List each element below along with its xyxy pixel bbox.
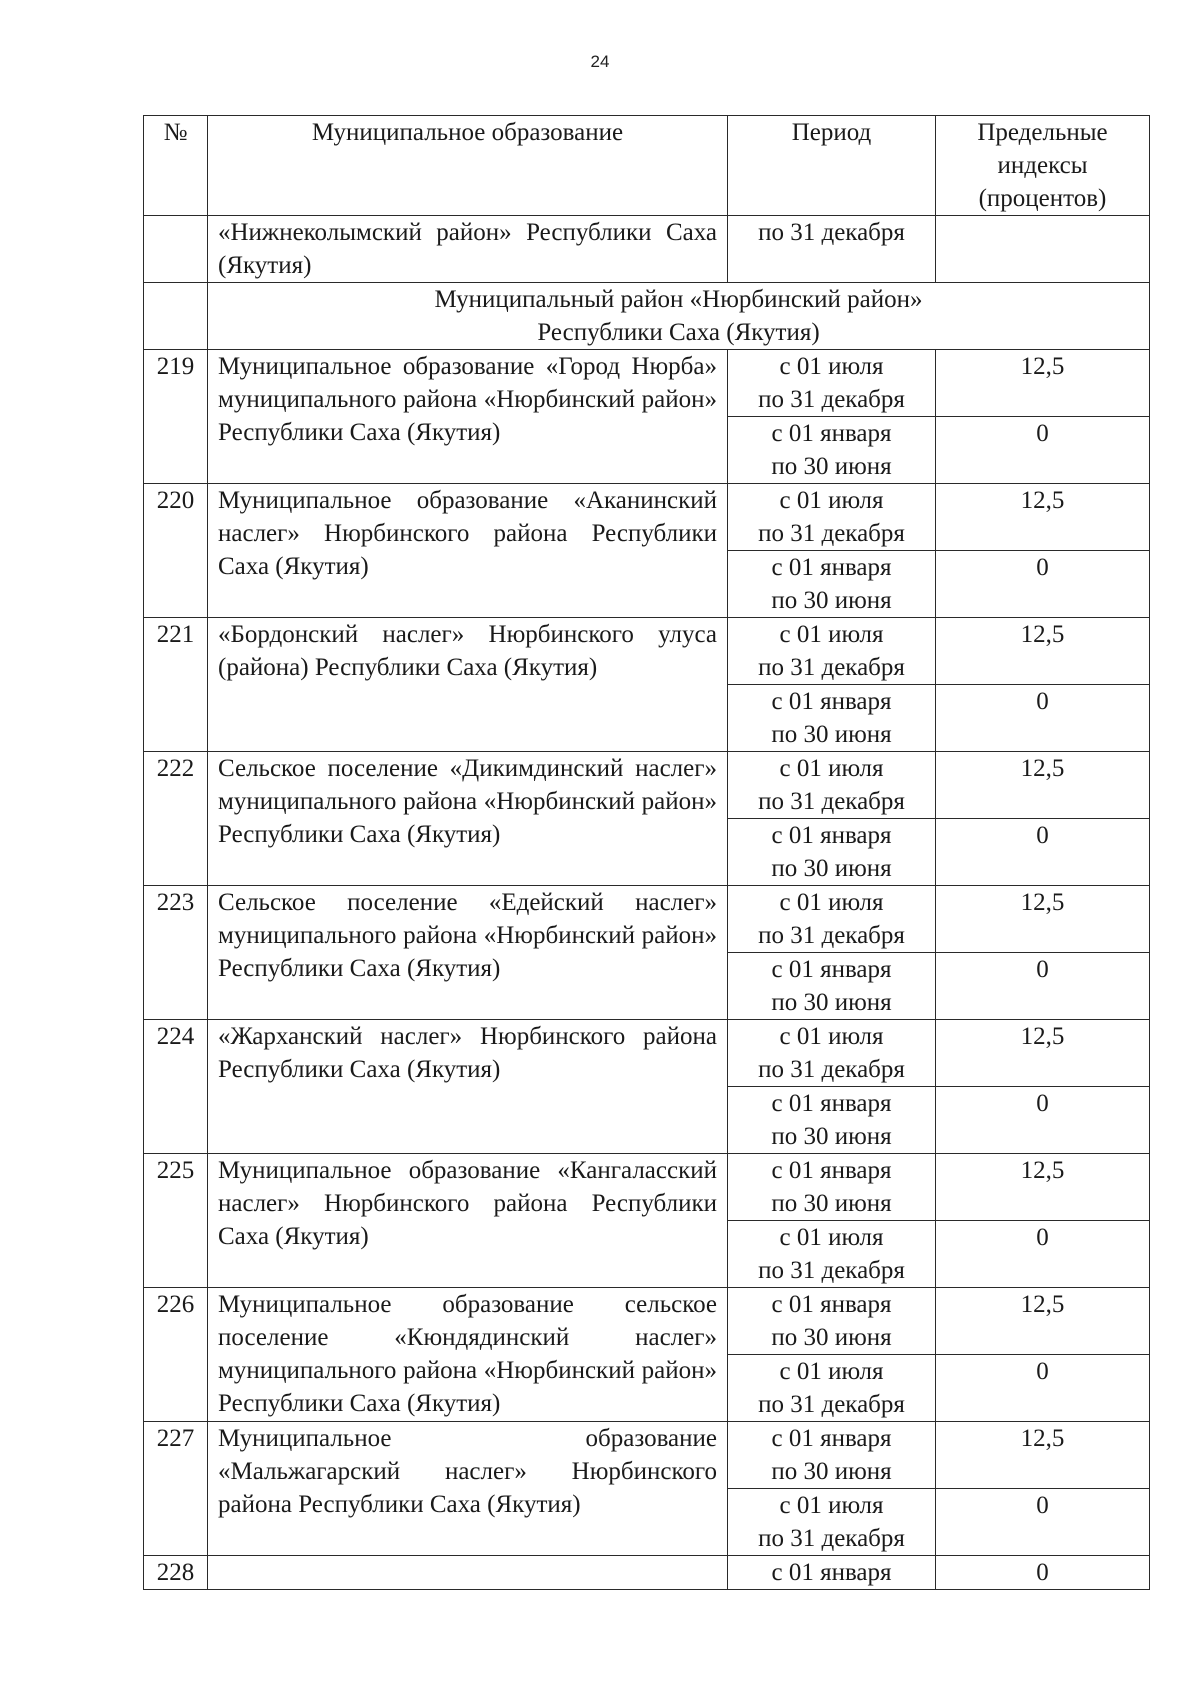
section-heading-line: Муниципальный район «Нюрбинский район» xyxy=(434,286,923,313)
period-from: с 01 июля xyxy=(779,1023,884,1050)
period-to: по 31 декабря xyxy=(758,654,905,681)
period-cell xyxy=(728,685,936,752)
row-number: 227 xyxy=(144,1422,208,1556)
index-cell: 12,5 xyxy=(936,752,1150,819)
period-to: по 30 июня xyxy=(771,453,892,480)
period-from: с 01 июля xyxy=(779,621,884,648)
period-cell xyxy=(728,1154,936,1221)
period-cell xyxy=(728,1489,936,1556)
header-limit-index-line: Предельные xyxy=(977,119,1108,146)
period-cell xyxy=(728,886,936,953)
table-row xyxy=(144,1020,1150,1087)
index-cell: 0 xyxy=(936,819,1150,886)
period-to: по 31 декабря xyxy=(758,788,905,815)
period-cell xyxy=(728,752,936,819)
municipality-name: Сельское поселение «Едейский наслег» муниципального района «Нюрбинский район» Республики Саха (Якутия) xyxy=(208,886,728,1020)
period-to: по 31 декабря xyxy=(758,386,905,413)
period-from: с 01 июля xyxy=(779,889,884,916)
period-to: по 30 июня xyxy=(771,1458,892,1485)
index-cell: 12,5 xyxy=(936,484,1150,551)
table-row xyxy=(144,886,1150,953)
period-to: по 31 декабря xyxy=(758,1391,905,1418)
period-from: с 01 января xyxy=(771,1157,892,1184)
index-cell: 0 xyxy=(936,551,1150,618)
period-cell xyxy=(728,1020,936,1087)
period-from: с 01 января xyxy=(771,956,892,983)
limit-index-table xyxy=(143,115,1150,1590)
period-to: по 30 июня xyxy=(771,855,892,882)
table-header-row xyxy=(144,116,1150,216)
period-to: по 31 декабря xyxy=(758,1257,905,1284)
municipality-name xyxy=(208,1556,728,1590)
row-number: 219 xyxy=(144,350,208,484)
table-row xyxy=(144,1154,1150,1221)
header-number: № xyxy=(144,116,208,216)
period-from: с 01 июля xyxy=(779,1224,884,1251)
period-from: с 01 января xyxy=(771,1291,892,1318)
table-row xyxy=(144,1422,1150,1489)
municipality-name: Муниципальное образование сельское поселение «Кюндядинский наслег» муниципального района «Нюрбинский район» Республики Саха (Якутия) xyxy=(208,1288,728,1422)
period-from: с 01 июля xyxy=(779,755,884,782)
period-to: по 30 июня xyxy=(771,1324,892,1351)
period-cell xyxy=(728,1087,936,1154)
index-cell: 12,5 xyxy=(936,350,1150,417)
period-to: по 30 июня xyxy=(771,1123,892,1150)
row-number-cell xyxy=(144,283,208,350)
row-number: 225 xyxy=(144,1154,208,1288)
header-limit-index-line: индексы xyxy=(997,152,1088,179)
row-number-cell xyxy=(144,216,208,283)
period-from: с 01 января xyxy=(771,688,892,715)
period-cell xyxy=(728,1355,936,1422)
period-from: с 01 июля xyxy=(779,487,884,514)
municipality-name: «Нижнеколымский район» Республики Саха (Якутия) xyxy=(208,216,728,283)
period-from: с 01 января xyxy=(771,822,892,849)
table-row xyxy=(144,484,1150,551)
period-from: с 01 января xyxy=(771,554,892,581)
header-limit-index xyxy=(936,116,1150,216)
period-cell xyxy=(728,618,936,685)
index-cell: 0 xyxy=(936,685,1150,752)
row-number: 228 xyxy=(144,1556,208,1590)
header-period: Период xyxy=(728,116,936,216)
period-to: по 30 июня xyxy=(771,1190,892,1217)
period-cell xyxy=(728,417,936,484)
table-body xyxy=(144,216,1150,1590)
table-row xyxy=(144,752,1150,819)
index-cell xyxy=(936,216,1150,283)
period-cell: с 01 января xyxy=(728,1556,936,1590)
table-row xyxy=(144,350,1150,417)
table-row xyxy=(144,618,1150,685)
index-cell: 0 xyxy=(936,1489,1150,1556)
period-cell xyxy=(728,819,936,886)
period-to: по 30 июня xyxy=(771,587,892,614)
municipality-name: Муниципальное образование «Мальжагарский наслег» Нюрбинского района Республики Саха (Якутия) xyxy=(208,1422,728,1556)
continuation-row xyxy=(144,216,1150,283)
period-cell xyxy=(728,1288,936,1355)
index-cell: 12,5 xyxy=(936,1288,1150,1355)
index-cell: 12,5 xyxy=(936,886,1150,953)
period-cell xyxy=(728,953,936,1020)
row-number: 222 xyxy=(144,752,208,886)
index-cell: 12,5 xyxy=(936,1422,1150,1489)
period-to: по 31 декабря xyxy=(758,922,905,949)
period-to: по 30 июня xyxy=(771,989,892,1016)
index-cell: 0 xyxy=(936,1221,1150,1288)
table-row xyxy=(144,1288,1150,1355)
period-from: с 01 июля xyxy=(779,1358,884,1385)
index-cell: 0 xyxy=(936,953,1150,1020)
municipality-name: «Бордонский наслег» Нюрбинского улуса (района) Республики Саха (Якутия) xyxy=(208,618,728,752)
municipality-name: Муниципальное образование «Аканинский наслег» Нюрбинского района Республики Саха (Якутия) xyxy=(208,484,728,618)
period-cell xyxy=(728,551,936,618)
period-cell xyxy=(728,1422,936,1489)
section-row xyxy=(144,283,1150,350)
index-cell: 0 xyxy=(936,417,1150,484)
section-heading-line: Республики Саха (Якутия) xyxy=(537,319,820,346)
period-cell xyxy=(728,484,936,551)
period-cell: по 31 декабря xyxy=(728,216,936,283)
index-cell: 0 xyxy=(936,1355,1150,1422)
header-municipality: Муниципальное образование xyxy=(208,116,728,216)
period-from: с 01 января xyxy=(771,420,892,447)
row-number: 226 xyxy=(144,1288,208,1422)
municipality-name: Муниципальное образование «Кангаласский наслег» Нюрбинского района Республики Саха (Якутия) xyxy=(208,1154,728,1288)
index-cell: 0 xyxy=(936,1556,1150,1590)
row-number: 220 xyxy=(144,484,208,618)
municipality-name: Сельское поселение «Дикимдинский наслег» муниципального района «Нюрбинский район» Республики Саха (Якутия) xyxy=(208,752,728,886)
index-cell: 0 xyxy=(936,1087,1150,1154)
page-number: 24 xyxy=(590,52,610,71)
index-cell: 12,5 xyxy=(936,1020,1150,1087)
index-cell: 12,5 xyxy=(936,618,1150,685)
period-to: по 31 декабря xyxy=(758,1056,905,1083)
period-from: с 01 января xyxy=(771,1090,892,1117)
row-number: 224 xyxy=(144,1020,208,1154)
row-number: 223 xyxy=(144,886,208,1020)
period-cell xyxy=(728,1221,936,1288)
row-number: 221 xyxy=(144,618,208,752)
period-from: с 01 июля xyxy=(779,353,884,380)
period-to: по 31 декабря xyxy=(758,1525,905,1552)
period-to: по 30 июня xyxy=(771,721,892,748)
table-row xyxy=(144,1556,1150,1590)
period-from: с 01 июля xyxy=(779,1492,884,1519)
period-from: с 01 января xyxy=(771,1425,892,1452)
municipality-name: «Жарханский наслег» Нюрбинского района Республики Саха (Якутия) xyxy=(208,1020,728,1154)
period-cell xyxy=(728,350,936,417)
municipality-name: Муниципальное образование «Город Нюрба» муниципального района «Нюрбинский район» Республики Саха (Якутия) xyxy=(208,350,728,484)
header-limit-index-line: (процентов) xyxy=(978,185,1107,212)
period-to: по 31 декабря xyxy=(758,520,905,547)
section-heading xyxy=(208,283,1150,350)
index-cell: 12,5 xyxy=(936,1154,1150,1221)
